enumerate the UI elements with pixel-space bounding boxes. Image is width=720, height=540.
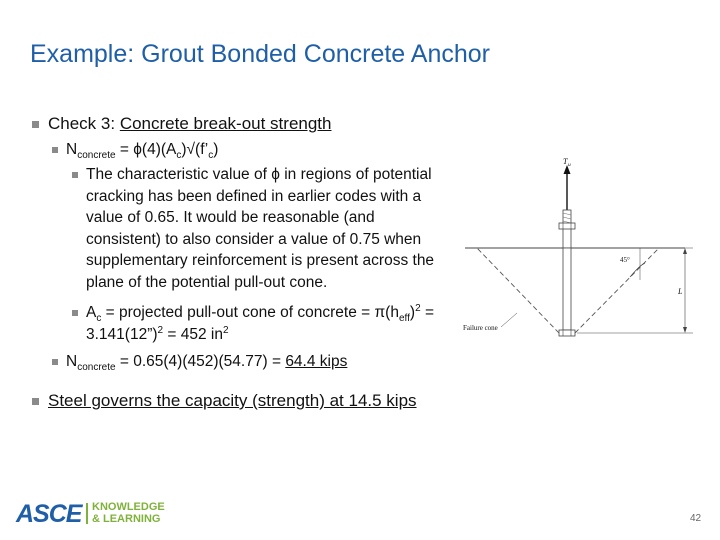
failure-cone-right <box>575 248 659 333</box>
ac-sup-3: 2 <box>222 324 229 336</box>
ac-text-4: = 452 in <box>163 325 223 343</box>
angle-label: 45° <box>620 256 630 264</box>
failure-cone-leader <box>501 313 517 327</box>
bullet-square-icon <box>32 121 39 128</box>
anchor-head <box>559 330 575 336</box>
page-number: 42 <box>690 513 702 524</box>
anchor-cone-svg <box>455 155 710 345</box>
phi-explanation-item <box>32 164 452 293</box>
ac-eff-sub: eff <box>398 313 410 325</box>
slide-content <box>32 113 452 412</box>
asce-logo <box>16 500 176 528</box>
slide-title: Example: Grout Bonded Concrete Anchor <box>30 40 490 68</box>
bullet-square-icon <box>32 398 39 405</box>
formula-item <box>32 139 452 160</box>
conclusion-text: Steel governs the capacity (strength) at 14.5 kips <box>48 391 417 410</box>
ac-definition-item <box>32 302 452 345</box>
formula-c-sub: c <box>176 150 182 162</box>
bullet-square-icon <box>52 147 58 153</box>
result-item <box>32 351 452 372</box>
formula-n: N <box>66 141 78 158</box>
check-label: Check 3: <box>48 114 120 133</box>
formula-part-a: = ϕ(4)(A <box>115 141 177 158</box>
result-calc: = 0.65(4)(452)(54.77) = <box>115 353 286 370</box>
load-label: T <box>563 157 568 166</box>
logo-divider <box>86 503 88 524</box>
ac-text-1: = projected pull-out cone of concrete = π(h <box>101 304 399 321</box>
check-3-item <box>32 113 452 135</box>
logo-asce-text: ASCE <box>16 500 82 528</box>
check-topic: Concrete break-out strength <box>119 114 332 133</box>
logo-tagline <box>92 501 165 525</box>
bullet-square-icon <box>72 310 78 316</box>
phi-explanation-text: The characteristic value of ϕ in regions of potential cracking has been defined in earlier codes with a value of 0.65. It would be reasonable (and consistent) to also consider a value of 0.75 when supplementary reinforcement is present across the plane of the potential pull-out cone. <box>86 166 435 291</box>
formula-part-c: ) <box>213 141 219 158</box>
failure-cone-label: Failure cone <box>463 324 498 332</box>
load-label-sub: u <box>568 162 571 168</box>
embedded-rod <box>563 248 571 330</box>
anchor-nut <box>559 223 575 229</box>
length-label: L <box>678 287 683 296</box>
result-n: N <box>66 353 78 370</box>
ac-sup-1: 2 <box>415 302 421 314</box>
result-value: 64.4 kips <box>285 353 348 370</box>
ac-a: A <box>86 304 97 321</box>
conclusion-item <box>32 390 452 412</box>
formula-part-b: )√(f’ <box>181 141 209 158</box>
failure-cone-left <box>477 248 559 333</box>
bullet-square-icon <box>52 359 58 365</box>
logo-line-2: & LEARNING <box>92 513 161 525</box>
logo-line-1: KNOWLEDGE <box>92 501 165 513</box>
dim-arrow-bottom-icon <box>683 327 687 333</box>
result-n-sub: concrete <box>77 362 116 374</box>
ac-text-2: ) <box>409 304 416 321</box>
dim-arrow-top-icon <box>683 248 687 254</box>
anchor-cone-diagram <box>455 155 710 345</box>
ac-a-sub: c <box>96 313 102 325</box>
formula-n-sub: concrete <box>77 150 116 162</box>
ac-sup-2: 2 <box>157 324 164 336</box>
bullet-square-icon <box>72 172 78 178</box>
formula-c-sub-2: c <box>208 150 214 162</box>
ac-text-3: = 3.141(12”) <box>86 304 434 343</box>
